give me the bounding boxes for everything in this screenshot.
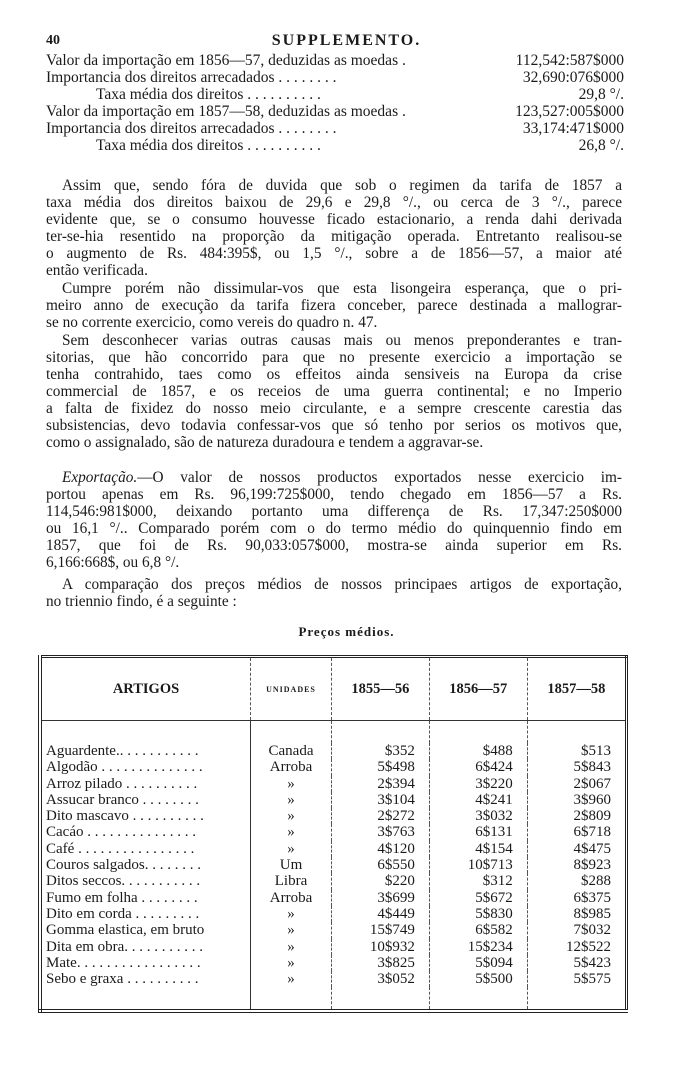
- cell-article: Mate. . . . . . . . . . . . . . . . .: [46, 954, 201, 971]
- cell-price-1856-57: $312: [429, 873, 527, 889]
- cell-price-1856-57: 6$131: [429, 824, 527, 840]
- cell-price-1857-58: 3$960: [527, 792, 626, 808]
- table-row: [40, 906, 627, 922]
- cell-price-1857-58: 5$575: [527, 971, 626, 987]
- spacer-row: [40, 721, 627, 744]
- text-line: 6,166:668$, ou 6,8 °/.: [46, 554, 180, 571]
- column-header-1857-58: 1857—58: [527, 657, 626, 721]
- cell-article: Sebo e graxa . . . . . . . . . .: [46, 971, 199, 988]
- summary-row: [46, 137, 624, 154]
- cell-article: Algodão . . . . . . . . . . . . . .: [46, 759, 203, 776]
- table-row: [40, 841, 627, 857]
- table-row: [40, 808, 627, 824]
- cell-unit: »: [251, 824, 332, 840]
- summary-row: [46, 69, 624, 86]
- column-header-1855-56: 1855—56: [332, 657, 430, 721]
- table-row: [40, 759, 627, 775]
- cell-price-1855-56: 3$763: [332, 824, 430, 840]
- cell-price-1856-57: 5$830: [429, 906, 527, 922]
- running-header: SUPPLEMENTO.: [271, 32, 422, 49]
- text-line: portou apenas em Rs. 96,199:725$000, tendo chegado em 1856—57 a Rs.: [46, 486, 622, 503]
- text-line: 114,546:981$000, deixando portanto uma differença de Rs. 17,347:250$000: [46, 503, 622, 520]
- cell-price-1855-56: 5$498: [332, 759, 430, 775]
- cell-article: Fumo em folha . . . . . . . .: [46, 889, 198, 906]
- cell-article: Assucar branco . . . . . . . .: [46, 791, 199, 808]
- text-line: ou 16,1 °/.. Comparado porém com o do termo médio do quinquennio findo em: [46, 520, 622, 537]
- table-row: [40, 971, 627, 987]
- table-row: [40, 873, 627, 889]
- text-line: Assim que, sendo fóra de duvida que sob o regimen da tarifa de 1857 a: [62, 177, 622, 194]
- paragraph: [46, 576, 622, 610]
- cell-price-1855-56: 10$932: [332, 939, 430, 955]
- cell-price-1855-56: 3$825: [332, 955, 430, 971]
- cell-price-1855-56: 15$749: [332, 922, 430, 938]
- cell-article: Couros salgados. . . . . . . .: [46, 857, 201, 874]
- cell-article: Cacáo . . . . . . . . . . . . . . .: [46, 824, 196, 841]
- summary-row: [46, 52, 624, 69]
- page-number: 40: [46, 33, 60, 48]
- text-line: como o assignalado, são de natureza duradoura e tendem a aggravar-se.: [46, 434, 484, 451]
- table-title: Preços médios.: [298, 624, 395, 639]
- cell-article: Gomma elastica, em bruto: [46, 922, 205, 939]
- cell-article: Dito em corda . . . . . . . . .: [46, 905, 200, 922]
- cell-unit: »: [251, 808, 332, 824]
- spacer-cell: [40, 987, 251, 1011]
- cell-price-1856-57: 15$234: [429, 939, 527, 955]
- summary-row: [46, 103, 624, 120]
- cell-price-1857-58: $288: [527, 873, 626, 889]
- text-line: A comparação dos preços médios de nossos principaes artigos de exportação,: [62, 576, 622, 593]
- cell-price-1857-58: 5$843: [527, 759, 626, 775]
- cell-price-1855-56: 2$394: [332, 776, 430, 792]
- summary-value: 26,8 °/.: [578, 137, 624, 154]
- section-lead: Exportação.: [62, 469, 138, 486]
- cell-article: Arroz pilado . . . . . . . . . .: [46, 775, 198, 792]
- cell-price-1855-56: 6$550: [332, 857, 430, 873]
- text-line: sitorias, que hão concorrido para que no presente exercicio a importação se: [46, 349, 622, 366]
- column-header-1856-57: 1856—57: [429, 657, 527, 721]
- summary-label: Importancia dos direitos arrecadados . . . . . . . .: [46, 69, 337, 86]
- spacer-cell: [332, 721, 430, 744]
- spacer-cell: [429, 721, 527, 744]
- summary-row: [46, 120, 624, 137]
- text-line: commercial de 1857, e os receios de uma guerra continental; e no Imperio: [46, 383, 622, 400]
- text-line-rest: —O valor de nossos productos exportados nesse exercicio im-: [137, 469, 622, 486]
- text-line: se no corrente exercicio, como vereis do quadro n. 47.: [46, 314, 378, 331]
- summary-row: [46, 86, 624, 103]
- cell-price-1857-58: 12$522: [527, 939, 626, 955]
- cell-price-1857-58: 4$475: [527, 841, 626, 857]
- summary-value: 33,174:471$000: [522, 120, 624, 137]
- table-row: [40, 955, 627, 971]
- summary-label: Taxa média dos direitos . . . . . . . . . .: [96, 86, 321, 103]
- cell-price-1857-58: 7$032: [527, 922, 626, 938]
- cell-price-1857-58: 8$923: [527, 857, 626, 873]
- table-row: [40, 922, 627, 938]
- spacer-cell: [527, 987, 626, 1011]
- table-row: [40, 743, 627, 759]
- text-line: a falta de fixidez do nosso meio circulante, e a sempre crescente carestia das: [46, 400, 622, 417]
- paragraph: [46, 177, 622, 279]
- cell-price-1857-58: 6$718: [527, 824, 626, 840]
- cell-price-1855-56: 4$120: [332, 841, 430, 857]
- text-line: ter-se-hia resentido na proporção da mitigação operada. Entretanto realisou-se: [46, 228, 622, 245]
- paragraph: [46, 332, 622, 451]
- cell-price-1855-56: 3$052: [332, 971, 430, 987]
- spacer-cell: [527, 721, 626, 744]
- spacer-cell: [429, 987, 527, 1011]
- cell-price-1856-57: 5$672: [429, 890, 527, 906]
- summary-value: 32,690:076$000: [522, 69, 624, 86]
- cell-price-1856-57: 3$032: [429, 808, 527, 824]
- summary-label: Valor da importação em 1857—58, deduzidas as moedas .: [46, 103, 406, 120]
- spacer-cell: [251, 721, 332, 744]
- cell-price-1857-58: 5$423: [527, 955, 626, 971]
- summary-value: 112,542:587$000: [515, 52, 624, 69]
- text-line: Sem desconhecer varias outras causas mais ou menos preponderantes e tran-: [62, 332, 622, 349]
- cell-article: Café . . . . . . . . . . . . . . . .: [46, 840, 195, 857]
- cell-unit: »: [251, 841, 332, 857]
- cell-unit: Libra: [251, 873, 332, 889]
- cell-article: Aguardente.. . . . . . . . . . .: [46, 743, 199, 759]
- table-row: [40, 939, 627, 955]
- cell-price-1855-56: $352: [332, 743, 430, 759]
- cell-price-1856-57: $488: [429, 743, 527, 759]
- cell-unit: »: [251, 955, 332, 971]
- table-row: [40, 824, 627, 840]
- cell-unit: Canada: [251, 743, 332, 759]
- summary-label: Taxa média dos direitos . . . . . . . . . .: [96, 137, 321, 154]
- text-line: meiro anno de execução da tarifa fizera conceber, parece destinada a mallograr-: [46, 297, 622, 314]
- text-line: [46, 469, 622, 486]
- cell-price-1856-57: 4$154: [429, 841, 527, 857]
- average-prices-table: [38, 655, 628, 1013]
- text-line: Cumpre porém não dissimular-vos que esta lisongeira esperança, que o pri-: [62, 280, 622, 297]
- table-row: [40, 890, 627, 906]
- cell-unit: Arroba: [251, 759, 332, 775]
- cell-price-1856-57: 6$582: [429, 922, 527, 938]
- cell-unit: »: [251, 776, 332, 792]
- cell-unit: »: [251, 906, 332, 922]
- cell-price-1856-57: 5$094: [429, 955, 527, 971]
- table-row: [40, 776, 627, 792]
- cell-price-1855-56: 3$104: [332, 792, 430, 808]
- cell-price-1857-58: 6$375: [527, 890, 626, 906]
- cell-price-1856-57: 10$713: [429, 857, 527, 873]
- cell-unit: »: [251, 939, 332, 955]
- cell-price-1857-58: 8$985: [527, 906, 626, 922]
- summary-value: 123,527:005$000: [515, 103, 624, 120]
- spacer-cell: [251, 987, 332, 1011]
- import-summary: [46, 52, 624, 154]
- cell-price-1857-58: $513: [527, 743, 626, 759]
- table-row: [40, 792, 627, 808]
- cell-price-1857-58: 2$067: [527, 776, 626, 792]
- cell-unit: »: [251, 971, 332, 987]
- text-line: taxa média dos direitos baixou de 29,6 e 29,8 °/., ou cerca de 3 °/., parece: [46, 194, 622, 211]
- cell-unit: Um: [251, 857, 332, 873]
- text-line: subsistencias, devo todavia confessar-vos que só tenho por serios os motivos que,: [46, 417, 622, 434]
- text-line: 1857, que foi de Rs. 90,033:057$000, mostra-se ainda superior em Rs.: [46, 537, 622, 554]
- spacer-row: [40, 987, 627, 1011]
- cell-article: Ditos seccos. . . . . . . . . . .: [46, 873, 201, 890]
- text-line: no triennio findo, é a seguinte :: [46, 593, 237, 610]
- summary-label: Importancia dos direitos arrecadados . . . . . . . .: [46, 120, 337, 137]
- spacer-cell: [332, 987, 430, 1011]
- text-line: o augmento de Rs. 484:395$, ou 1,5 °/., sobre a de 1856—57, a maior até: [46, 245, 622, 262]
- summary-label: Valor da importação em 1856—57, deduzidas as moedas .: [46, 52, 406, 69]
- cell-article: Dito mascavo . . . . . . . . . .: [46, 808, 204, 825]
- text-line: então verificada.: [46, 262, 148, 279]
- table-header-row: [40, 657, 627, 721]
- column-header-unidades: UNIDADES: [251, 657, 332, 721]
- column-header-artigos: ARTIGOS: [40, 657, 251, 721]
- cell-price-1856-57: 4$241: [429, 792, 527, 808]
- cell-unit: »: [251, 922, 332, 938]
- cell-article: Dita em obra. . . . . . . . . . .: [46, 938, 204, 955]
- cell-unit: Arroba: [251, 890, 332, 906]
- cell-price-1856-57: 5$500: [429, 971, 527, 987]
- cell-price-1855-56: 2$272: [332, 808, 430, 824]
- cell-price-1855-56: $220: [332, 873, 430, 889]
- cell-price-1855-56: 4$449: [332, 906, 430, 922]
- paragraph: [46, 469, 622, 571]
- spacer-cell: [40, 721, 251, 744]
- paragraph: [46, 280, 622, 331]
- text-line: tenha contrahido, taes como os effeitos ainda sensiveis na Europa da crise: [46, 366, 622, 383]
- cell-price-1857-58: 2$809: [527, 808, 626, 824]
- cell-price-1855-56: 3$699: [332, 890, 430, 906]
- cell-price-1856-57: 6$424: [429, 759, 527, 775]
- text-line: evidente que, se o consumo houvesse ficado estacionario, a renda dahi derivada: [46, 211, 622, 228]
- summary-value: 29,8 °/.: [578, 86, 624, 103]
- cell-price-1856-57: 3$220: [429, 776, 527, 792]
- table-row: [40, 857, 627, 873]
- cell-unit: »: [251, 792, 332, 808]
